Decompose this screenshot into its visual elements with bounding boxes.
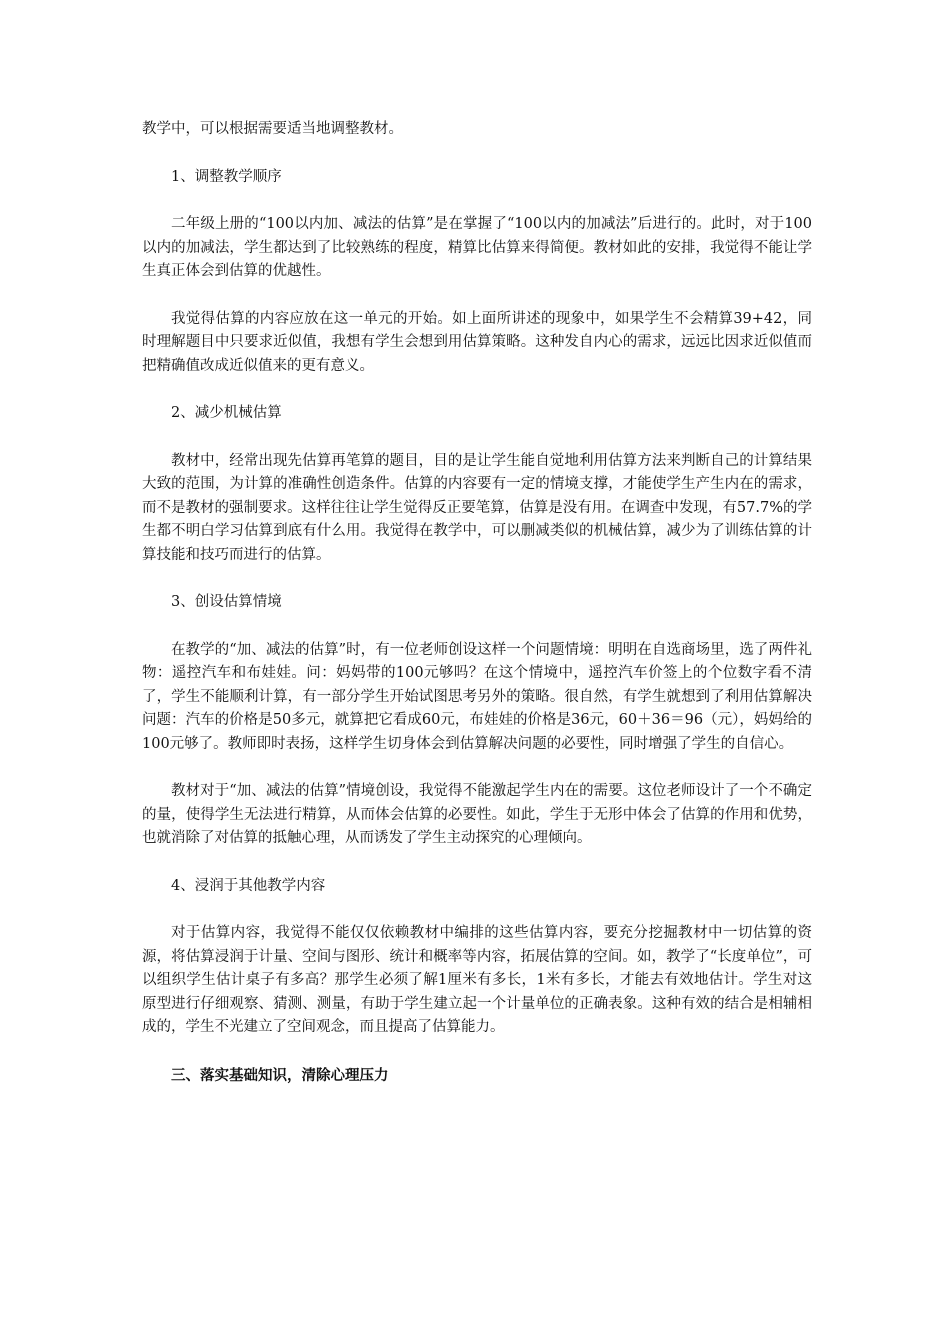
document-page (142, 118, 812, 1087)
paragraph: 我觉得估算的内容应放在这一单元的开始。如上面所讲述的现象中，如果学生不会精算39+42，同时理解题目中只要求近似值，我想有学生会想到用估算策略。这种发自内心的需求，远远比因求近似值而把精确值改成近似值来的更有意义。 (142, 310, 812, 374)
paragraph: 对于估算内容，我觉得不能仅仅依赖教材中编排的这些估算内容，要充分挖掘教材中一切估算的资源，将估算浸润于计量、空间与图形、统计和概率等内容，拓展估算的空间。如，教学了“长度单位”，可以组织学生估计桌子有多高？那学生必须了解1厘米有多长，1米有多长，才能去有效地估计。学生对这原型进行仔细观察、猜测、测量，有助于学生建立起一个计量单位的正确表象。这种有效的结合是相辅相成的，学生不光建立了空间观念，而且提高了估算能力。 (142, 925, 812, 1035)
subheading: 4、浸润于其他教学内容 (171, 877, 326, 894)
paragraph: 在教学的“加、减法的估算”时，有一位老师创设这样一个问题情境：明明在自选商场里，选了两件礼物：遥控汽车和布娃娃。问：妈妈带的100元够吗？在这个情境中，遥控汽车价签上的个位数字看不清了，学生不能顺利计算，有一部分学生开始试图思考另外的策略。很自然，有学生就想到了利用估算解决问题：汽车的价格是50多元，就算把它看成60元，布娃娃的价格是36元，60＋36＝96（元），妈妈给的100元够了。教师即时表扬，这样学生切身体会到估算解决问题的必要性，同时增强了学生的自信心。 (142, 641, 812, 752)
paragraph: 二年级上册的“100以内加、减法的估算”是在掌握了“100以内的加减法”后进行的。此时，对于100以内的加减法，学生都达到了比较熟练的程度，精算比估算来得简便。教材如此的安排，我觉得不能让学生真正体会到估算的优越性。 (142, 216, 812, 279)
paragraph: 教学中，可以根据需要适当地调整教材。 (142, 121, 403, 137)
section-heading: 三、落实基础知识，清除心理压力 (171, 1066, 389, 1084)
subheading: 3、创设估算情境 (171, 594, 282, 610)
paragraph: 教材对于“加、减法的估算”情境创设，我觉得不能激起学生内在的需要。这位老师设计了一个不确定的量，使得学生无法进行精算，从而体会估算的必要性。如此，学生于无形中体会了估算的作用和优势，也就消除了对估算的抵触心理，从而诱发了学生主动探究的心理倾向。 (142, 783, 812, 846)
paragraph: 教材中，经常出现先估算再笔算的题目，目的是让学生能自觉地利用估算方法来判断自己的计算结果大致的范围，为计算的准确性创造条件。估算的内容要有一定的情境支撑，才能使学生产生内在的需求，而不是教材的强制要求。这样往往让学生觉得反正要笔算，估算是没有用。在调查中发现，有57.7%的学生都不明白学习估算到底有什么用。我觉得在教学中，可以删减类似的机械估算，减少为了训练估算的计算技能和技巧而进行的估算。 (142, 452, 812, 563)
subheading: 2、减少机械估算 (171, 405, 282, 421)
subheading: 1、调整教学顺序 (171, 168, 282, 185)
